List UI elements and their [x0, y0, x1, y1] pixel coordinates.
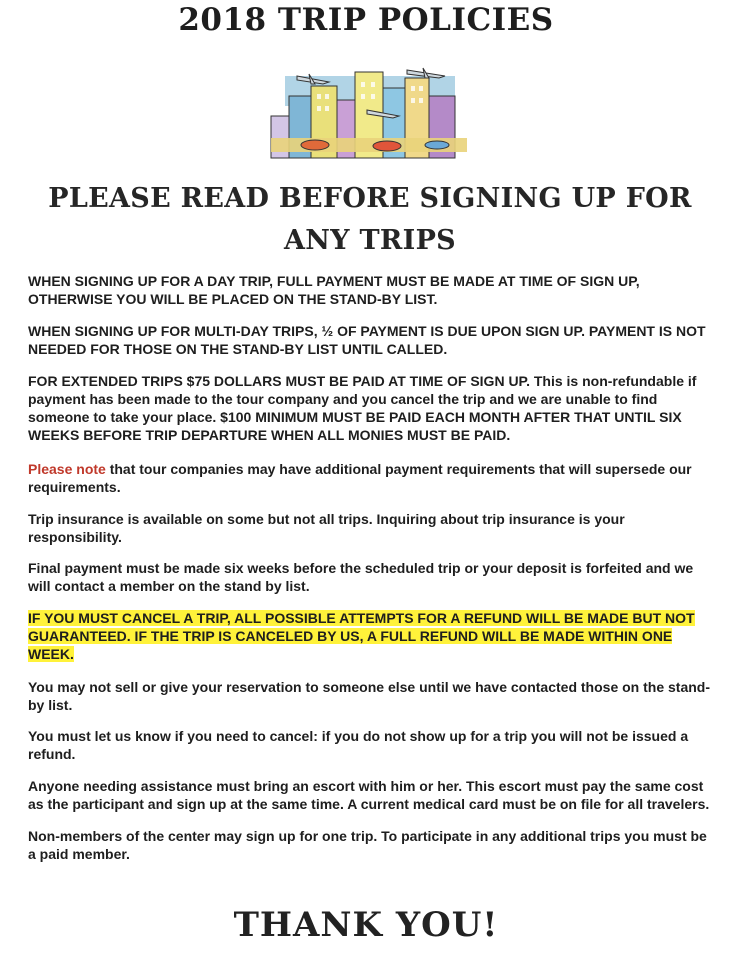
section-heading: PLEASE READ BEFORE SIGNING UP FOR ANY TRIPS [48, 183, 692, 256]
car [425, 141, 449, 149]
policy-tour-company-note [28, 460, 714, 496]
car [301, 140, 329, 150]
policy-extended-end: $100 MINIMUM MUST BE PAID EACH MONTH AFTER THAT UNTIL SIX WEEKS BEFORE TRIP DEPARTURE WHEN ALL MONIES MUST BE PAID. [28, 409, 682, 443]
policy-day-trip: WHEN SIGNING UP FOR A DAY TRIP, FULL PAYMENT MUST BE MADE AT TIME OF SIGN UP, OTHERWISE YOU WILL BE PLACED ON THE STAND-BY LIST. [28, 273, 640, 307]
policy-trip-insurance: Trip insurance is available on some but not all trips. Inquiring about trip insurance is your responsibility. [28, 511, 625, 545]
document-title: 2018 TRIP POLICIES [178, 2, 554, 38]
policy-extended-trips [28, 372, 714, 444]
travel-illustration [267, 66, 472, 162]
policy-non-members: Non-members of the center may sign up for one trip. To participate in any additional trips you must be a paid member. [28, 828, 707, 862]
policy-extended-mid: This is non-refundable if payment has been made to the tour company and you cancel the trip and we are unable to find someone to take your place. [28, 373, 697, 425]
policy-reservation-transfer: You may not sell or give your reservation to someone else until we have contacted those on the stand-by list. [28, 679, 711, 713]
policy-cancel-notice: You must let us know if you need to cancel: if you do not show up for a trip you will not be issued a refund. [28, 728, 689, 762]
policy-final-payment: Final payment must be made six weeks before the scheduled trip or your deposit is forfeited and we will contact a member on the stand by list. [28, 560, 694, 594]
policy-multi-day: WHEN SIGNING UP FOR MULTI-DAY TRIPS, ½ OF PAYMENT IS DUE UPON SIGN UP. PAYMENT IS NOT NEEDED FOR THOSE ON THE STAND-BY LIST UNTIL CALLED. [28, 323, 706, 357]
policy-escort: Anyone needing assistance must bring an escort with him or her. This escort must pay the same cost as the participant and sign up at the same time. A current medical card must be on file for all travelers. [28, 778, 710, 812]
car [373, 141, 401, 151]
highlighted-refund-text: IF YOU MUST CANCEL A TRIP, ALL POSSIBLE ATTEMPTS FOR A REFUND WILL BE MADE BUT NOT GUARANTEED. IF THE TRIP IS CANCELED BY US, A FULL REFUND WILL BE MADE WITHIN ONE WEEK. [28, 610, 695, 662]
tour-company-text: that tour companies may have additional payment requirements that will supersede our requirements. [28, 461, 692, 495]
policy-extended-caps: FOR EXTENDED TRIPS $75 DOLLARS MUST BE PAID AT TIME OF SIGN UP. [28, 373, 530, 389]
please-note-label: Please note [28, 461, 106, 477]
policy-cancellation-refund [28, 609, 714, 663]
closing-thank-you: THANK YOU! [233, 905, 499, 945]
